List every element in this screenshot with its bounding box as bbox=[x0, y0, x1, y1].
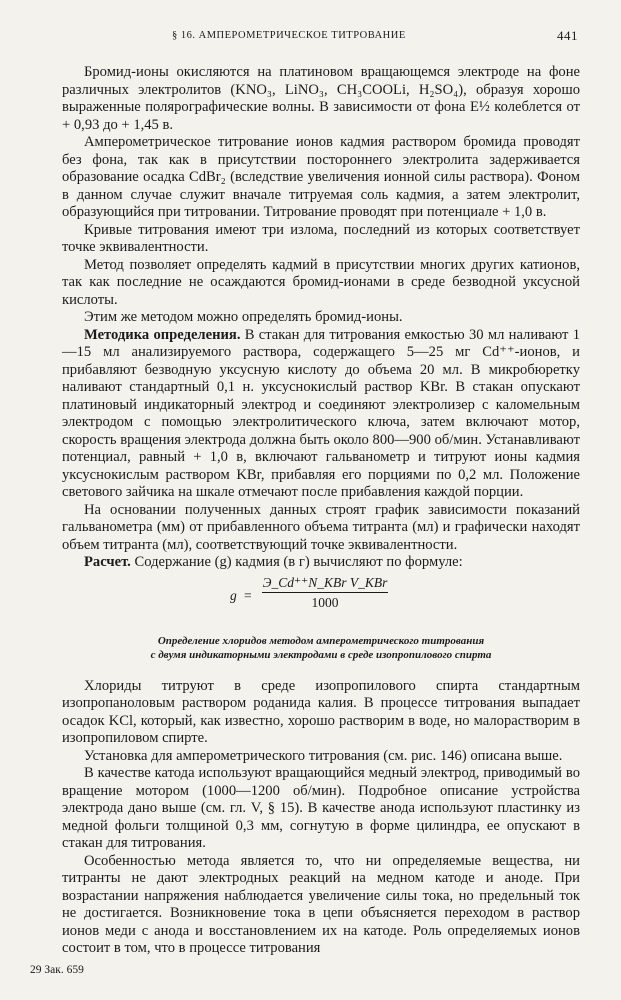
paragraph: Амперометрическое титрование ионов кадмия раствором бромида проводят без фона, так как в присутствии постороннего электролита задерживается образование осадка CdBr₂ (вследствие увеличения ионной силы раствора). Фоном в данном случае служит вначале титруемая соль кадмия, а затем электролит, образующийся при титровании. Титрование проводят при потенциале + 1,0 в. bbox=[62, 134, 580, 220]
method-heading: Методика определения. bbox=[84, 326, 241, 343]
paragraph: На основании полученных данных строят график зависимости показаний гальванометра (мм) от прибавленного объема титранта (мл) и графически находят объем титранта (мл), соответствующий точке эквивалентности. bbox=[62, 501, 580, 553]
formula-numerator: Э_Cd⁺⁺N_KBr V_KBr bbox=[262, 574, 388, 594]
section-title: § 16. АМПЕРОМЕТРИЧЕСКОЕ ТИТРОВАНИЕ bbox=[172, 30, 406, 41]
subtitle-line: с двумя индикаторными электродами в среде изопропилового спирта bbox=[150, 648, 492, 661]
paragraph: Метод позволяет определять кадмий в присутствии многих других катионов, так как последние не осаждаются бромид-ионами в среде безводной уксусной кислоты. bbox=[62, 256, 580, 308]
formula-lhs: g bbox=[230, 587, 237, 603]
section-subtitle bbox=[62, 634, 580, 662]
paragraph: В качестве катода используют вращающийся медный электрод, приводимый во вращение мотором (1000—1200 об/мин). Подробное описание устройства электрода дано выше (см. гл. V, § 15). В качестве анода используют пластинку из медной фольги толщиной 0,3 мм, согнутую в форме цилиндра, ее опускают в стакан для титрования. bbox=[62, 765, 580, 851]
paragraph: Хлориды титруют в среде изопропилового спирта стандартным изопропаноловым раствором роданида калия. В процессе титрования выпадает осадок KCl, который, как известно, хорошо растворим в воде, но малорастворим в изопропиловом спирте. bbox=[62, 677, 580, 746]
body-text bbox=[62, 64, 580, 958]
formula bbox=[62, 574, 580, 618]
printer-signature: 29 Зак. 659 bbox=[30, 964, 84, 976]
paragraph: Особенностью метода является то, что ни определяемые вещества, ни титранты не дают электродных реакций на медном катоде и аноде. При возрастании напряжения наблюдается увеличение силы тока, но предельный ток не достигается. Возникновение тока в цепи объясняется переходом в раствор ионов меди с анода и восстановлением их на катоде. Роль определяемых ионов состоит в том, что в процессе титрования bbox=[62, 852, 580, 956]
subtitle-line: Определение хлоридов методом амперометрического титрования bbox=[157, 634, 485, 647]
formula-fraction bbox=[262, 574, 388, 612]
running-header bbox=[62, 28, 580, 48]
paragraph: Бромид-ионы окисляются на платиновом вращающемся электроде на фоне различных электролитов (KNO₃, LiNO₃, CH₃COOLi, H₂SO₄), образуя хорошо выраженные полярографические волны. В зависимости от фона E½ колеблется от + 0,93 до + 1,45 в. bbox=[62, 64, 580, 133]
calculation-text: Содержание (g) кадмия (в г) вычисляют по формуле: bbox=[130, 554, 463, 570]
paragraph-method bbox=[62, 327, 580, 502]
method-text: В стакан для титрования емкостью 30 мл наливают 1—15 мл анализируемого раствора, содержащего 5—25 мг Cd⁺⁺-ионов, и прибавляют безводную уксусную кислоту до объема 20 мл. В микробюретку наливают стандартный 0,1 н. уксуснокислый раствор KBr. В стакан опускают платиновый индикаторный электрод и соединяют электролизер с каломельным электродом с помощью электролитического ключа, затем включают мотор, скорость вращения электрода должна быть около 800—900 об/мин. Устанавливают потенциал, равный + 1,0 в, включают гальванометр и титруют ионы кадмия уксуснокислым раствором KBr, прибавляя его порциями по 0,2 мл. Положение светового зайчика на шкале отмечают после прибавления каждой порции. bbox=[62, 326, 580, 500]
paragraph: Установка для амперометрического титрования (см. рис. 146) описана выше. bbox=[84, 747, 563, 764]
page-number: 441 bbox=[557, 28, 578, 43]
paragraph-calculation bbox=[62, 554, 580, 572]
formula-denominator: 1000 bbox=[311, 595, 339, 610]
paragraph: Кривые титрования имеют три излома, последний из которых соответствует точке эквивалентности. bbox=[62, 221, 580, 255]
calculation-heading: Расчет. bbox=[84, 554, 131, 570]
paragraph: Этим же методом можно определять бромид-ионы. bbox=[84, 309, 403, 325]
formula-equals: = bbox=[244, 587, 252, 603]
